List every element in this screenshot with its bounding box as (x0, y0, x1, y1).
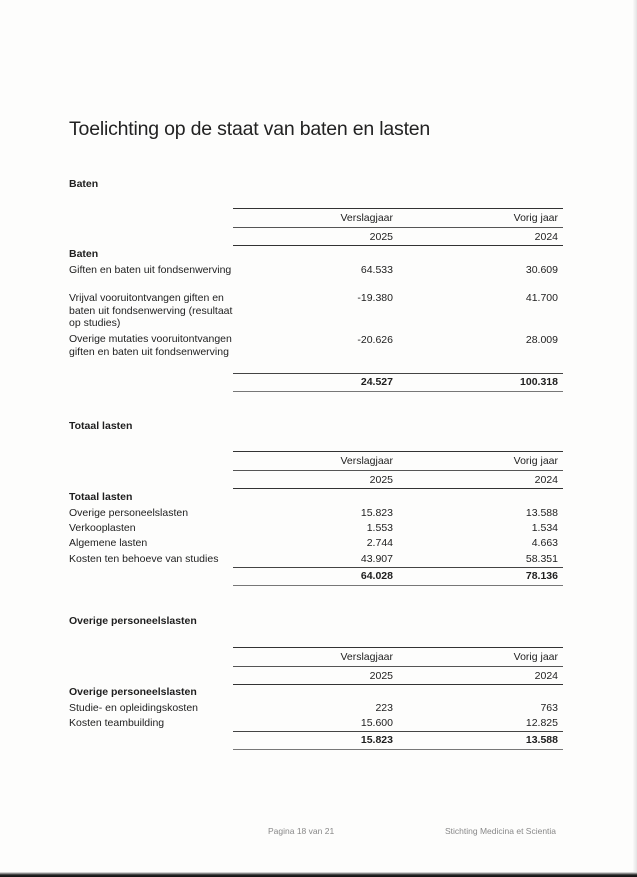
footer-organization: Stichting Medicina et Scientia (445, 826, 557, 836)
row-value-previous: 30.609 (525, 264, 558, 276)
header-bottom-rule (233, 245, 563, 246)
header-bottom-rule (233, 488, 563, 489)
header-mid-rule (233, 470, 563, 471)
page-title: Toelichting op de staat van baten en lasten (69, 118, 431, 140)
column-header-current-year: Verslagjaar (340, 651, 393, 663)
total-value-previous: 13.588 (525, 734, 558, 746)
column-header-previous-year: Vorig jaar (513, 212, 558, 224)
year-current: 2025 (369, 231, 393, 243)
header-top-rule (233, 208, 563, 209)
header-bottom-rule (233, 684, 563, 685)
total-value-previous: 78.136 (525, 570, 558, 582)
row-value-previous: 763 (540, 702, 558, 714)
row-value-previous: 41.700 (525, 292, 558, 304)
row-value-current: 43.907 (360, 553, 393, 565)
row-value-current: 15.823 (360, 507, 393, 519)
row-label: Overige personeelslasten (69, 507, 189, 519)
header-top-rule (233, 647, 563, 648)
column-header-current-year: Verslagjaar (340, 455, 393, 467)
section-heading: Totaal lasten (69, 420, 133, 432)
year-current: 2025 (369, 670, 393, 682)
total-bottom-rule (233, 391, 563, 392)
group-label: Baten (69, 248, 99, 260)
row-value-current: -20.626 (357, 334, 393, 346)
group-label: Totaal lasten (69, 491, 133, 503)
row-label: Studie- en opleidingskosten (69, 702, 199, 714)
total-top-rule (233, 373, 563, 374)
header-mid-rule (233, 227, 563, 228)
row-label: Kosten teambuilding (69, 717, 165, 729)
row-value-current: 223 (375, 702, 393, 714)
footer-page-number: Pagina 18 van 21 (268, 826, 335, 836)
row-label: Giften en baten uit fondsenwerving (69, 264, 232, 276)
row-value-previous: 28.009 (525, 334, 558, 346)
row-value-previous: 13.588 (525, 507, 558, 519)
row-label: Overige mutaties vooruitontvangen giften en baten uit fondsenwerving (69, 333, 232, 358)
total-top-rule (233, 731, 563, 732)
row-value-previous: 58.351 (525, 553, 558, 565)
column-header-previous-year: Vorig jaar (513, 455, 558, 467)
section-heading: Baten (69, 178, 99, 190)
row-label: Vrijval vooruitontvangen giften en baten uit fondsenwerving (resultaat op studies) (69, 292, 233, 329)
row-value-previous: 12.825 (525, 717, 558, 729)
column-header-previous-year: Vorig jaar (513, 651, 558, 663)
row-label: Kosten ten behoeve van studies (69, 553, 219, 565)
total-value-current: 15.823 (360, 734, 393, 746)
year-current: 2025 (369, 474, 393, 486)
row-value-current: 64.533 (360, 264, 393, 276)
row-value-previous: 1.534 (531, 522, 558, 534)
total-bottom-rule (233, 749, 563, 750)
row-value-previous: 4.663 (531, 537, 558, 549)
total-value-current: 64.028 (360, 570, 393, 582)
total-top-rule (233, 567, 563, 568)
year-previous: 2024 (534, 474, 558, 486)
section-heading: Overige personeelslasten (69, 615, 197, 627)
scan-edge-right (633, 0, 637, 877)
row-value-current: 2.744 (366, 537, 393, 549)
row-label: Verkooplasten (69, 522, 136, 534)
total-bottom-rule (233, 585, 563, 586)
year-previous: 2024 (534, 670, 558, 682)
group-label: Overige personeelslasten (69, 686, 197, 698)
row-value-current: -19.380 (357, 292, 393, 304)
scan-edge-bottom (0, 872, 637, 877)
total-value-current: 24.527 (360, 376, 393, 388)
row-label: Algemene lasten (69, 537, 148, 549)
row-value-current: 1.553 (366, 522, 393, 534)
header-top-rule (233, 451, 563, 452)
year-previous: 2024 (534, 231, 558, 243)
total-value-previous: 100.318 (520, 376, 558, 388)
row-value-current: 15.600 (360, 717, 393, 729)
column-header-current-year: Verslagjaar (340, 212, 393, 224)
header-mid-rule (233, 666, 563, 667)
